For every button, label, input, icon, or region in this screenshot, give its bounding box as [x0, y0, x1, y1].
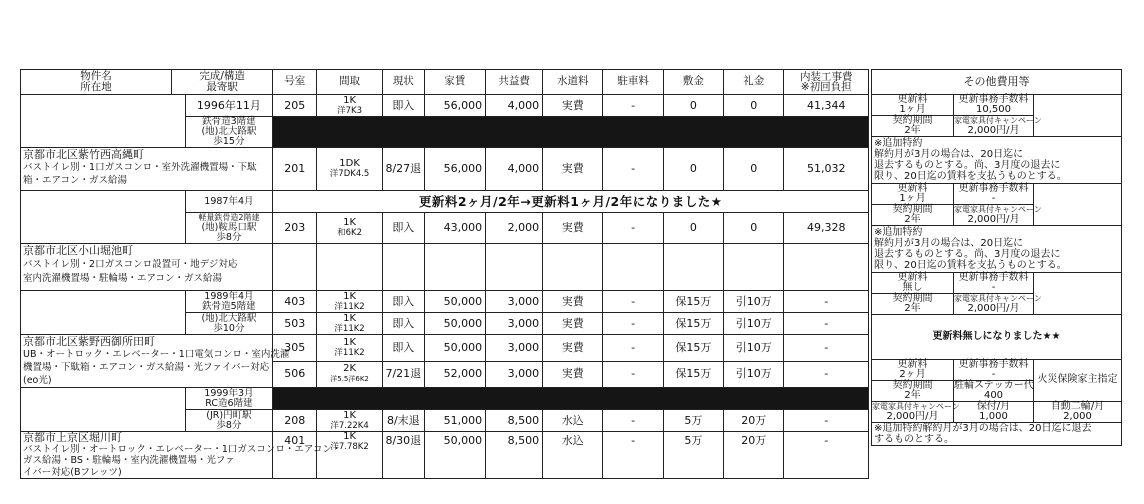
renewal-fee: 更新料 無し [872, 273, 954, 294]
status-cell: 8/末退 [382, 410, 424, 432]
parking-cell: - [603, 95, 663, 117]
status-cell: 即入 [382, 313, 424, 335]
unit-cell: 205 [273, 95, 317, 117]
special-clause: ※追加特約 解約月が3月の場合は、20日迄に 退去するものとする。尚、3月度の退去に 限り、20日迄の賃料を支払うものとする。 [872, 137, 1122, 184]
station-cell: 軽量鉄骨造2階建 (地)鞍馬口駅 歩8分 [185, 213, 273, 244]
water-cell: 実費 [543, 335, 603, 362]
header-name: 物件名 [80, 70, 112, 82]
header-built: 完成/構造 [199, 70, 245, 82]
contract-term: 契約期間 2年 [872, 294, 954, 315]
divider-bar [273, 117, 869, 148]
built-date: 1989年4月 鉄骨造5階建 [185, 291, 273, 313]
features: 箱・エアコン・ガス給湯 [23, 175, 128, 186]
parking-cell: - [603, 291, 663, 313]
rent-cell: 52,000 [424, 361, 485, 388]
table-row [21, 95, 869, 117]
parking-cell: - [603, 148, 663, 191]
address: 京都市北区紫野西御所田町 [23, 335, 155, 348]
header-unit: 号室 [273, 70, 317, 95]
common-cell: 3,000 [486, 291, 543, 313]
water-cell: 水込 [543, 410, 603, 432]
renovation-cell: - [784, 335, 869, 362]
unit-cell: 201 [273, 148, 317, 191]
renovation-cell: 41,344 [784, 95, 869, 117]
unit-cell: 506 [273, 361, 317, 388]
status-cell: 即入 [382, 335, 424, 362]
table-row [21, 388, 869, 410]
contract-term: 契約期間 2年 [872, 205, 954, 226]
table-row [21, 191, 869, 213]
unit-cell: 203 [273, 213, 317, 244]
common-cell: 3,000 [486, 335, 543, 362]
unit-cell: 208 [273, 410, 317, 432]
key-money-cell: 0 [724, 213, 784, 244]
renewal-fee: 更新料 1ヶ月 [872, 95, 954, 116]
building-info [21, 244, 273, 291]
header-renovation: 内装工事費 ※初回負担 [784, 70, 869, 95]
key-money-cell: 20万 [724, 432, 784, 479]
water-cell: 実費 [543, 291, 603, 313]
deposit-cell: 0 [663, 95, 723, 117]
rent-cell: 56,000 [424, 148, 485, 191]
features: UB・オートロック・エレベーター・1口電気コンロ・室内洗濯 [23, 349, 290, 360]
layout-cell: 1K 洋11K2 [317, 313, 383, 335]
header-name-address [21, 70, 273, 95]
header-water: 水道料 [543, 70, 603, 95]
renovation-cell: - [784, 291, 869, 313]
unit-cell: 401 [273, 432, 317, 479]
renewal-fee: 更新料 2ヶ月 [872, 360, 954, 381]
water-cell: 実費 [543, 361, 603, 388]
renewal-admin-fee: 更新事務手数料 - [954, 273, 1034, 294]
unit-cell: 503 [273, 313, 317, 335]
features: バストイレ別・2口ガスコンロ設置可・地デジ対応 [23, 259, 238, 270]
layout-cell: 1DK 洋7DK4.5 [317, 148, 383, 191]
appliance-campaign: 家電家具付キャンペーン 2,000円/月 [954, 294, 1042, 314]
parking-cell: - [603, 361, 663, 388]
contract-term: 契約期間 2年 [872, 116, 954, 137]
features: ガス給湯・BS・駐輪場・室内洗濯機置場・光ファ [23, 455, 235, 466]
status-cell: 即入 [382, 95, 424, 117]
table-row [21, 432, 869, 479]
status-cell: 8/30退 [382, 432, 424, 479]
features: 室内洗濯機置場・駐輪場・エアコン・ガス給湯 [23, 273, 223, 284]
renovation-cell: 51,032 [784, 148, 869, 191]
water-cell: 実費 [543, 213, 603, 244]
key-money-cell: 引10万 [724, 313, 784, 335]
water-cell: 水込 [543, 432, 603, 479]
key-money-cell: 引10万 [724, 335, 784, 362]
rent-cell: 50,000 [424, 335, 485, 362]
key-money-cell: 0 [724, 95, 784, 117]
key-money-cell: 引10万 [724, 291, 784, 313]
rent-cell: 50,000 [424, 432, 485, 479]
header-parking: 駐車料 [603, 70, 663, 95]
divider-bar [273, 388, 869, 410]
table-row [21, 244, 869, 291]
renewal-fee: 更新料 1ヶ月 [872, 184, 954, 205]
renovation-cell: - [784, 432, 869, 479]
features: バストイレ別・1口ガスコンロ・室外洗濯機置場・下駄 [23, 162, 257, 173]
header-common: 共益費 [486, 70, 543, 95]
station-cell: (地)北大路駅 歩10分 [185, 313, 273, 335]
header-layout: 間取 [317, 70, 383, 95]
built-date: 1987年4月 [185, 191, 273, 213]
renewal-admin-fee: 更新事務手数料 - [954, 184, 1034, 205]
renewal-banner: 更新料2ヶ月/2年→更新料1ヶ月/2年になりました★ [273, 191, 869, 213]
features: (eo光) [23, 375, 52, 386]
layout-cell: 2K 洋5.5洋6K2 [317, 361, 383, 388]
built-date: 1996年11月 [185, 95, 273, 117]
rent-cell: 51,000 [424, 410, 485, 432]
deposit-cell: 保15万 [663, 335, 723, 362]
deposit-cell: 0 [663, 213, 723, 244]
table-row [21, 335, 869, 362]
common-cell: 4,000 [486, 95, 543, 117]
built-date: 1999年3月 RC造6階建 [185, 388, 273, 410]
no-renewal-notice: 更新料無しになりました★★ [872, 315, 1122, 360]
header-rent: 家賃 [424, 70, 485, 95]
water-cell: 実費 [543, 313, 603, 335]
features: イバー対応(Bフレッツ) [23, 466, 122, 478]
building-info [21, 148, 273, 191]
key-money-cell: 20万 [724, 410, 784, 432]
deposit-cell: 保15万 [663, 291, 723, 313]
header-key-money: 礼金 [724, 70, 784, 95]
parking-cell: - [603, 313, 663, 335]
special-clause: ※追加特約 解約月が3月の場合は、20日迄に 退去するものとする。尚、3月度の退去に 限り、20日迄の賃料を支払うものとする。 [872, 226, 1122, 273]
address: 京都市北区小山堀池町 [23, 244, 133, 257]
common-cell: 3,000 [486, 313, 543, 335]
appliance-campaign: 家電家具付キャンペーン 2,000円/月 [872, 402, 960, 422]
status-cell: 即入 [382, 291, 424, 313]
layout-cell: 1K 洋7.78K2 [317, 432, 383, 479]
renovation-cell: 49,328 [784, 213, 869, 244]
layout-cell: 1K 洋11K2 [317, 291, 383, 313]
common-cell: 8,500 [486, 432, 543, 479]
other-fees-table [871, 69, 1122, 446]
special-clause: ※追加特約解約月が3月の場合は、20日迄に退去 するものとする。 [872, 423, 1122, 446]
deposit-cell: 0 [663, 148, 723, 191]
unit-cell: 305 [273, 335, 317, 362]
key-money-cell: 0 [724, 148, 784, 191]
deposit-cell: 5万 [663, 432, 723, 479]
common-cell: 2,000 [486, 213, 543, 244]
station-cell: (JR)円町駅 歩8分 [185, 410, 273, 432]
deposit-cell: 保15万 [663, 313, 723, 335]
parking-cell: - [603, 335, 663, 362]
layout-cell: 1K 和6K2 [317, 213, 383, 244]
fire-insurance-note: 火災保険家主指定 [1034, 360, 1122, 402]
contract-term: 契約期間 2年 [872, 381, 954, 402]
common-cell: 3,000 [486, 361, 543, 388]
key-money-cell: 引10万 [724, 361, 784, 388]
common-cell: 8,500 [486, 410, 543, 432]
deposit-cell: 5万 [663, 410, 723, 432]
monthly-fee: 保付/月 1,000 [954, 402, 1034, 423]
renewal-admin-fee: 更新事務手数料 - [954, 360, 1034, 381]
address: 京都市上京区堀川町 [23, 431, 122, 444]
renovation-cell: - [784, 410, 869, 432]
listing-table [20, 69, 869, 479]
layout-cell: 1K 洋7.22K4 [317, 410, 383, 432]
layout-cell: 1K 洋11K2 [317, 335, 383, 362]
features: 機置場・下駄箱・エアコン・ガス給湯・光ファイバー対応 [23, 362, 270, 373]
building-info [21, 335, 290, 388]
header-address: 所在地 [80, 81, 112, 93]
table-row [21, 148, 869, 191]
rent-cell: 43,000 [424, 213, 485, 244]
appliance-campaign: 家電家具付キャンペーン 2,000円/月 [954, 205, 1042, 225]
water-cell: 実費 [543, 148, 603, 191]
features: バストイレ別・オートロック・エレベーター・1口ガスコンロ・エアコン・ [23, 443, 342, 455]
bike-sticker-fee: 駐輪ステッカー代 400 [954, 380, 1034, 401]
motorcycle-fee: 自動二輪/月 2,000 [1034, 402, 1122, 423]
other-fees-title: その他費用等 [872, 70, 1122, 95]
address: 京都市北区紫竹西高縄町 [23, 148, 144, 161]
deposit-cell: 保15万 [663, 361, 723, 388]
header-status: 現状 [382, 70, 424, 95]
renovation-cell: - [784, 361, 869, 388]
station-cell: 鉄骨造3階建 (地)北大路駅 歩15分 [185, 117, 273, 148]
parking-cell: - [603, 432, 663, 479]
header-station: 最寄駅 [206, 81, 238, 93]
rent-cell: 50,000 [424, 291, 485, 313]
parking-cell: - [603, 410, 663, 432]
water-cell: 実費 [543, 95, 603, 117]
rent-cell: 56,000 [424, 95, 485, 117]
renovation-cell: - [784, 313, 869, 335]
renewal-admin-fee: 更新事務手数料 10,500 [954, 95, 1034, 116]
status-cell: 7/21退 [382, 361, 424, 388]
table-row [21, 291, 869, 313]
parking-cell: - [603, 213, 663, 244]
unit-cell: 403 [273, 291, 317, 313]
status-cell: 8/27退 [382, 148, 424, 191]
header-deposit: 敷金 [663, 70, 723, 95]
rent-cell: 50,000 [424, 313, 485, 335]
header-row [21, 70, 869, 95]
common-cell: 4,000 [486, 148, 543, 191]
layout-cell: 1K 洋7K3 [317, 95, 383, 117]
status-cell: 即入 [382, 213, 424, 244]
appliance-campaign: 家電家具付キャンペーン 2,000円/月 [954, 116, 1042, 136]
